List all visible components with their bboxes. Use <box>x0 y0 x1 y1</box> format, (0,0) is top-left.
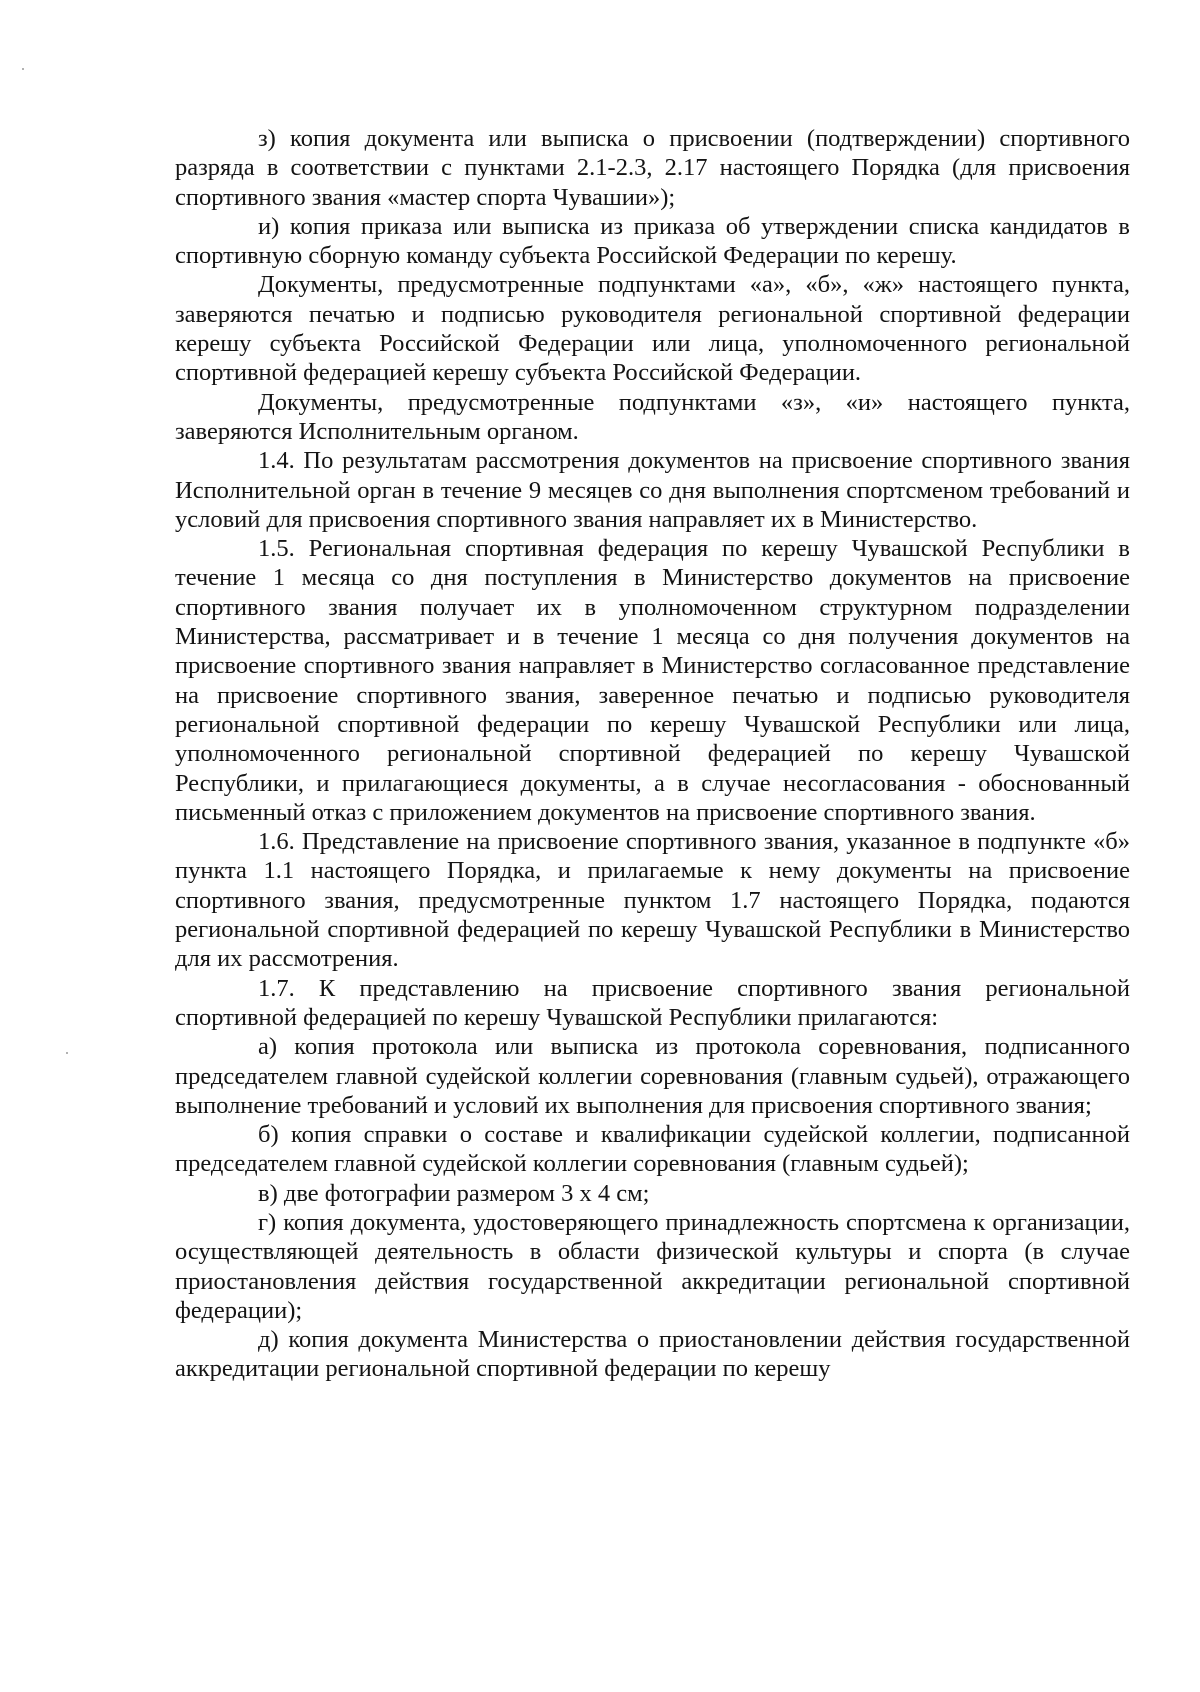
paragraph-g: г) копия документа, удостоверяющего принадлежность спортсмена к организации, осуществляющей деятельность в области физической культуры и спорта (в случае приостановления действия государственной аккредитации региональной спортивной федерации); <box>175 1208 1130 1324</box>
paragraph-b: б) копия справки о составе и квалификации судейской коллегии, подписанной председателем главной судейской коллегии соревнования (главным судьей); <box>175 1121 1130 1178</box>
paragraph-certification-executive: Документы, предусмотренные подпунктами «з», «и» настоящего пункта, заверяются Исполнительным органом. <box>175 388 1130 445</box>
paragraph-1-7: 1.7. К представлению на присвоение спортивного звания региональной спортивной федерацией по керешу Чувашской Республики прилагаются: <box>175 974 1130 1031</box>
paragraph-d: д) копия документа Министерства о приостановлении действия государственной аккредитации региональной спортивной федерации по керешу <box>175 1326 1130 1383</box>
paragraph-1-6: 1.6. Представление на присвоение спортивного звания, указанное в подпункте «б» пункта 1.1 настоящего Порядка, и прилагаемые к нему документы на присвоение спортивного звания, предусмотренные пунктом 1.7 настоящего Порядка, подаются региональной спортивной федерацией по керешу Чувашской Республики в Министерство для их рассмотрения. <box>175 828 1130 973</box>
paragraph-v: в) две фотографии размером 3 х 4 см; <box>258 1179 650 1207</box>
paragraph-1-4: 1.4. По результатам рассмотрения документов на присвоение спортивного звания Исполнительной орган в течение 9 месяцев со дня выполнения спортсменом требований и условий для присвоения спортивного звания направляет их в Министерство. <box>175 447 1130 533</box>
document-body <box>175 124 1130 1384</box>
paragraph-1-5: 1.5. Региональная спортивная федерация по керешу Чувашской Республики в течение 1 месяца со дня поступления в Министерство документов на присвоение спортивного звания получает их в уполномоченном структурном подразделении Министерства, рассматривает и в течение 1 месяца со дня получения документов на присвоение спортивного звания направляет в Министерство согласованное представление на присвоение спортивного звания, заверенное печатью и подписью руководителя региональной спортивной федерации по керешу Чувашской Республики или лица, уполномоченного региональной спортивной федерацией по керешу Чувашской Республики, и прилагающиеся документы, а в случае несогласования - обоснованный письменный отказ с приложением документов на присвоение спортивного звания. <box>175 535 1130 826</box>
paragraph-a: а) копия протокола или выписка из протокола соревнования, подписанного председателем главной судейской коллегии соревнования (главным судьей), отражающего выполнение требований и условий их выполнения для присвоения спортивного звания; <box>175 1033 1130 1119</box>
paragraph-i: и) копия приказа или выписка из приказа об утверждении списка кандидатов в спортивную сборную команду субъекта Российской Федерации по керешу. <box>175 212 1130 270</box>
scan-speck <box>22 68 24 70</box>
paragraph-certification-federation: Документы, предусмотренные подпунктами «а», «б», «ж» настоящего пункта, заверяются печатью и подписью руководителя региональной спортивной федерации керешу субъекта Российской Федерации или лица, уполномоченного региональной спортивной федерацией керешу субъекта Российской Федерации. <box>175 271 1130 387</box>
scan-speck <box>66 1052 68 1054</box>
paragraph-z: з) копия документа или выписка о присвоении (подтверждении) спортивного разряда в соответствии с пунктами 2.1-2.3, 2.17 настоящего Порядка (для присвоения спортивного звания «мастер спорта Чувашии»); <box>175 125 1130 211</box>
